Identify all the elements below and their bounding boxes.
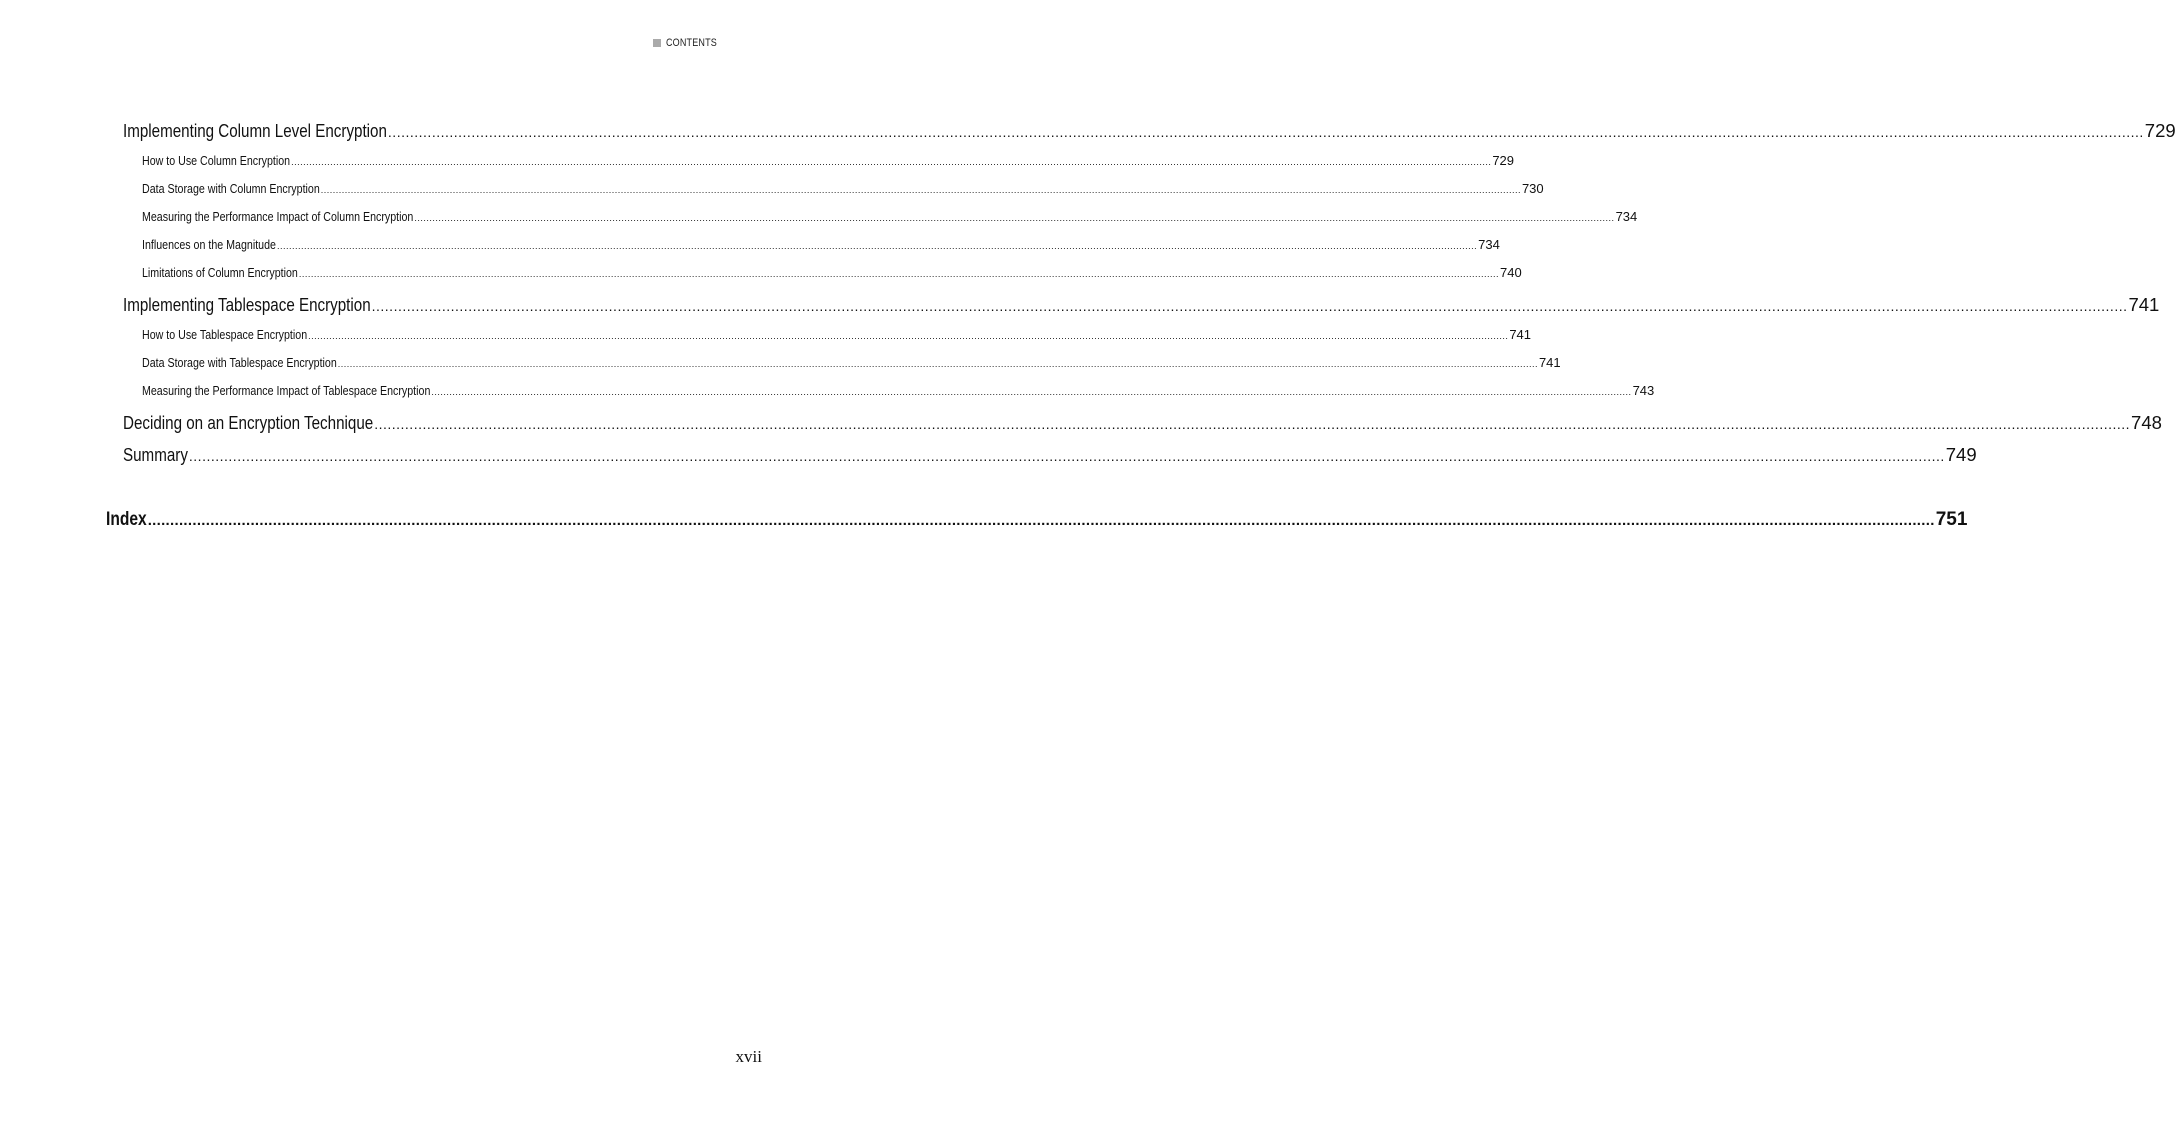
toc-entry-data-storage-tablespace[interactable] (142, 355, 1561, 373)
toc-title: Data Storage with Tablespace Encryption (142, 355, 337, 370)
toc-title: Summary (123, 444, 188, 465)
toc-page: 741 (1538, 355, 1561, 370)
dot-leader: ................................................................................................................................................................................................................................................................................................................................................................................................................ (147, 512, 1935, 529)
toc-entry-index[interactable] (106, 509, 1968, 531)
toc-title: Deciding on an Encryption Technique (123, 412, 374, 433)
toc-page: 730 (1521, 181, 1544, 196)
toc-page: 741 (1509, 327, 1532, 342)
toc-entry-deciding-technique[interactable] (123, 412, 2162, 434)
toc-title: Implementing Tablespace Encryption (123, 294, 371, 315)
toc-title: Measuring the Performance Impact of Tablespace Encryption (142, 383, 431, 398)
dot-leader: ................................................................................................................................................................................................................................................................................................................................................................................................................ (374, 416, 2131, 432)
toc-entry-how-to-use-tablespace[interactable] (142, 327, 1532, 345)
dot-leader: ................................................................................................................................................................................................................................................................................................................................................................................................................ (337, 359, 1538, 369)
toc-page: 748 (2131, 412, 2162, 433)
toc-entry-influences-magnitude[interactable] (142, 237, 1500, 255)
dot-leader: ................................................................................................................................................................................................................................................................................................................................................................................................................ (291, 157, 1492, 167)
dot-leader: ................................................................................................................................................................................................................................................................................................................................................................................................................ (431, 387, 1632, 397)
dot-leader: ................................................................................................................................................................................................................................................................................................................................................................................................................ (308, 331, 1509, 341)
header-square-icon (653, 39, 661, 47)
toc-page: 729 (2144, 120, 2176, 141)
toc-page: 749 (1945, 444, 1977, 465)
toc-title: How to Use Column Encryption (142, 153, 291, 168)
dot-leader: ................................................................................................................................................................................................................................................................................................................................................................................................................ (371, 298, 2128, 314)
toc-title: Limitations of Column Encryption (142, 265, 298, 280)
toc-title: Implementing Column Level Encryption (123, 120, 387, 141)
toc-entry-summary[interactable] (123, 444, 1977, 466)
dot-leader: ................................................................................................................................................................................................................................................................................................................................................................................................................ (387, 124, 2144, 140)
dot-leader: ................................................................................................................................................................................................................................................................................................................................................................................................................ (320, 185, 1521, 195)
toc-entry-measuring-column[interactable] (142, 209, 1638, 227)
toc-title: Measuring the Performance Impact of Column Encryption (142, 209, 414, 224)
toc-title: Index (106, 509, 147, 530)
dot-leader: ................................................................................................................................................................................................................................................................................................................................................................................................................ (298, 269, 1500, 279)
running-header (653, 37, 728, 49)
page-number: xvii (735, 1047, 762, 1066)
dot-leader: ................................................................................................................................................................................................................................................................................................................................................................................................................ (414, 213, 1615, 223)
toc-entry-data-storage-column[interactable] (142, 181, 1544, 199)
toc-page: 741 (2128, 294, 2160, 315)
toc-title: Influences on the Magnitude (142, 237, 276, 252)
toc-title: Data Storage with Column Encryption (142, 181, 320, 196)
toc-entry-tablespace-encryption[interactable] (123, 294, 2160, 316)
toc-title: How to Use Tablespace Encryption (142, 327, 308, 342)
toc-page: 743 (1632, 383, 1655, 398)
dot-leader: ................................................................................................................................................................................................................................................................................................................................................................................................................ (188, 448, 1945, 464)
toc-entry-measuring-tablespace[interactable] (142, 383, 1655, 401)
header-label: CONTENTS (665, 37, 717, 49)
toc-page: 740 (1500, 265, 1522, 280)
toc-page: 729 (1492, 153, 1515, 168)
toc-page: 734 (1615, 209, 1638, 224)
toc-page: 734 (1478, 237, 1500, 252)
toc-entry-column-encryption[interactable] (123, 120, 2176, 142)
dot-leader: ................................................................................................................................................................................................................................................................................................................................................................................................................ (276, 241, 1478, 251)
toc-entry-how-to-use-column-encryption[interactable] (142, 153, 1515, 171)
toc-entry-limitations-column[interactable] (142, 265, 1522, 283)
toc-page: 751 (1935, 509, 1968, 530)
